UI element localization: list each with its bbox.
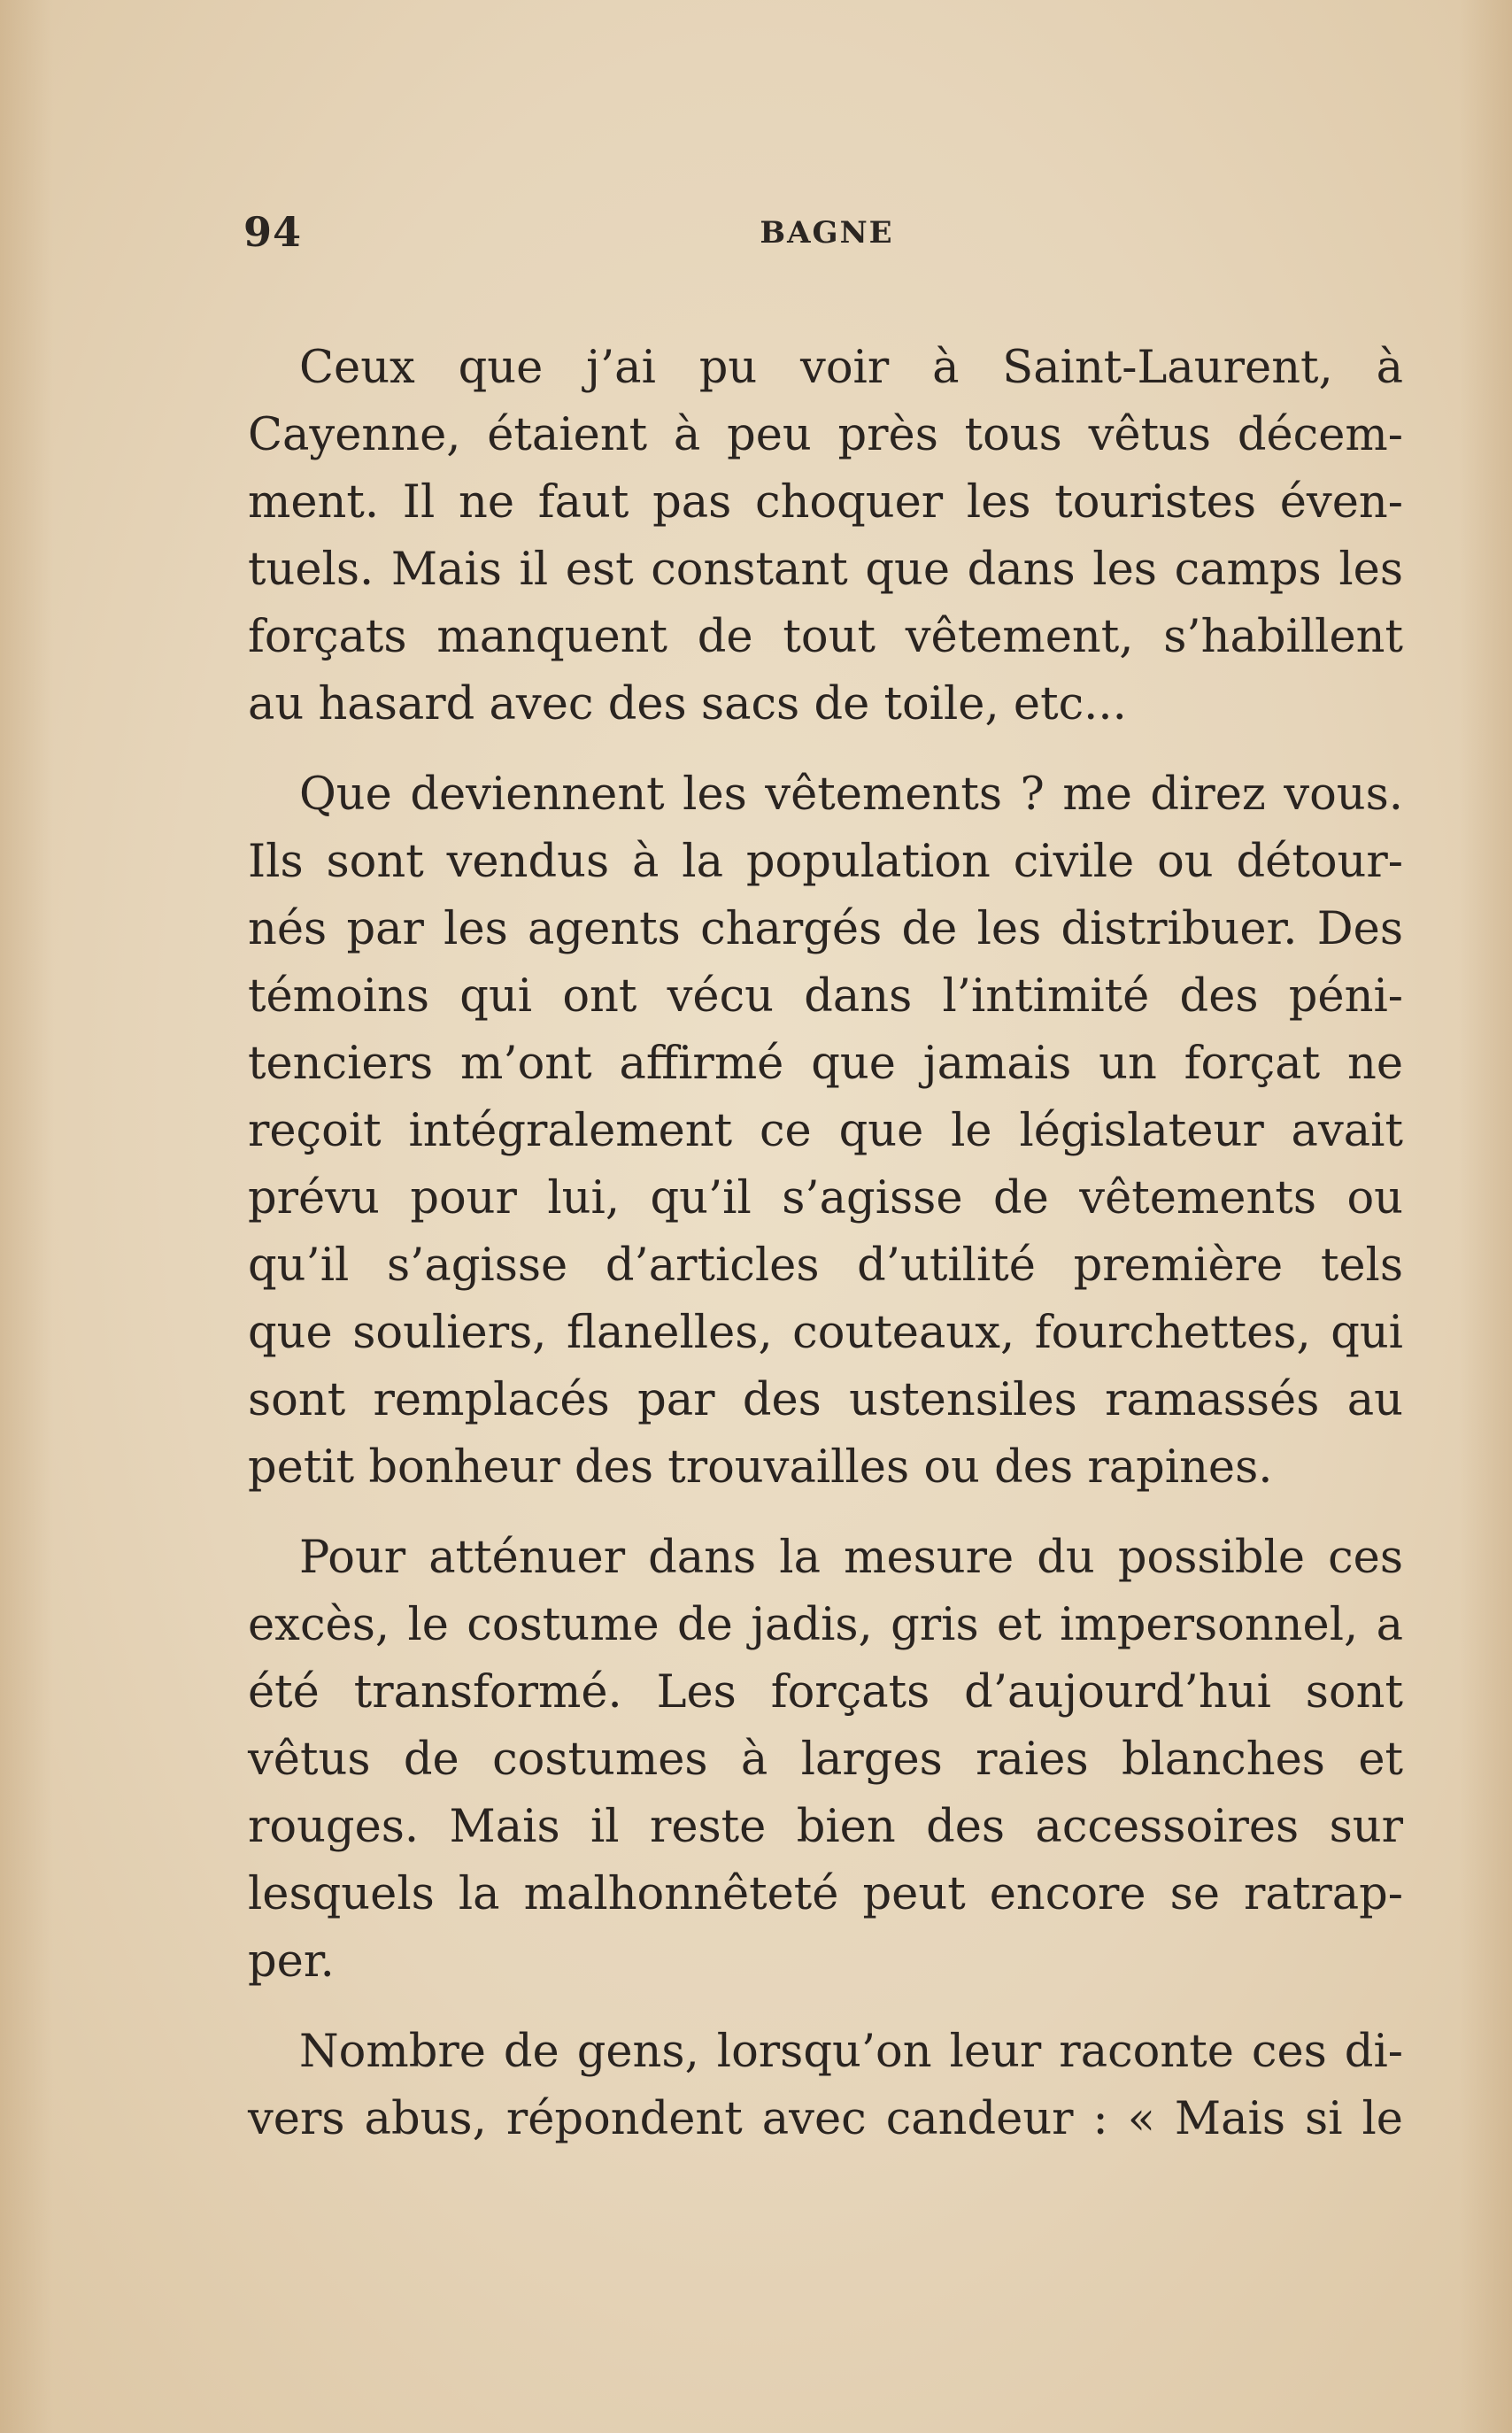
text-line: Pour atténuer dans la mesure du possible ces [299,1532,1403,1584]
text-line: Nombre de gens, lorsqu’on leur raconte ces di- [299,2026,1403,2078]
page-edge-shadow-left [0,0,53,2433]
text-line: Cayenne, étaient à peu près tous vêtus décem- [248,409,1403,461]
text-line: lesquels la malhonnêteté peut encore se ratrap- [248,1868,1403,1920]
text-line: sont remplacés par des ustensiles ramassés au [248,1374,1403,1426]
paragraph [248,2019,1403,2153]
body-text [248,335,1403,2153]
text-line: Ceux que j’ai pu voir à Saint-Laurent, à [299,342,1403,394]
text-line: ment. Il ne faut pas choquer les touristes éven- [248,476,1403,529]
paragraph [248,1525,1403,1996]
page-header [243,208,1410,270]
text-line: prévu pour lui, qu’il s’agisse de vêtements ou [248,1172,1403,1224]
text-line: excès, le costume de jadis, gris et impersonnel, a [248,1599,1403,1651]
text-line: tenciers m’ont affirmé que jamais un forçat ne [248,1038,1403,1090]
text-line: vêtus de costumes à larges raies blanches et [248,1734,1403,1786]
text-line: forçats manquent de tout vêtement, s’habillent [248,611,1403,663]
text-line: per. [248,1935,335,1988]
text-line: reçoit intégralement ce que le législateur avait [248,1105,1403,1157]
page-edge-shadow-right [1459,0,1512,2433]
text-line: tuels. Mais il est constant que dans les camps les [248,544,1403,596]
text-line: petit bonheur des trouvailles ou des rapines. [248,1441,1273,1494]
text-line: vers abus, répondent avec candeur : « Mais si le [248,2093,1403,2145]
text-line: témoins qui ont vécu dans l’intimité des péni- [248,970,1403,1023]
paragraph [248,335,1403,738]
text-line: que souliers, flanelles, couteaux, fourchettes, qui [248,1307,1403,1359]
paragraph [248,761,1403,1502]
running-title: BAGNE [760,215,894,251]
text-line: Ils sont vendus à la population civile ou détour- [248,836,1403,888]
text-line: qu’il s’agisse d’articles d’utilité première tels [248,1240,1403,1292]
page-number: 94 [243,208,303,256]
text-line: rouges. Mais il reste bien des accessoires sur [248,1801,1403,1853]
text-line: au hasard avec des sacs de toile, etc... [248,678,1127,730]
text-line: nés par les agents chargés de les distribuer. Des [248,903,1403,955]
text-line: Que deviennent les vêtements ? me direz vous. [299,769,1403,821]
text-line: été transformé. Les forçats d’aujourd’hui sont [248,1666,1403,1719]
